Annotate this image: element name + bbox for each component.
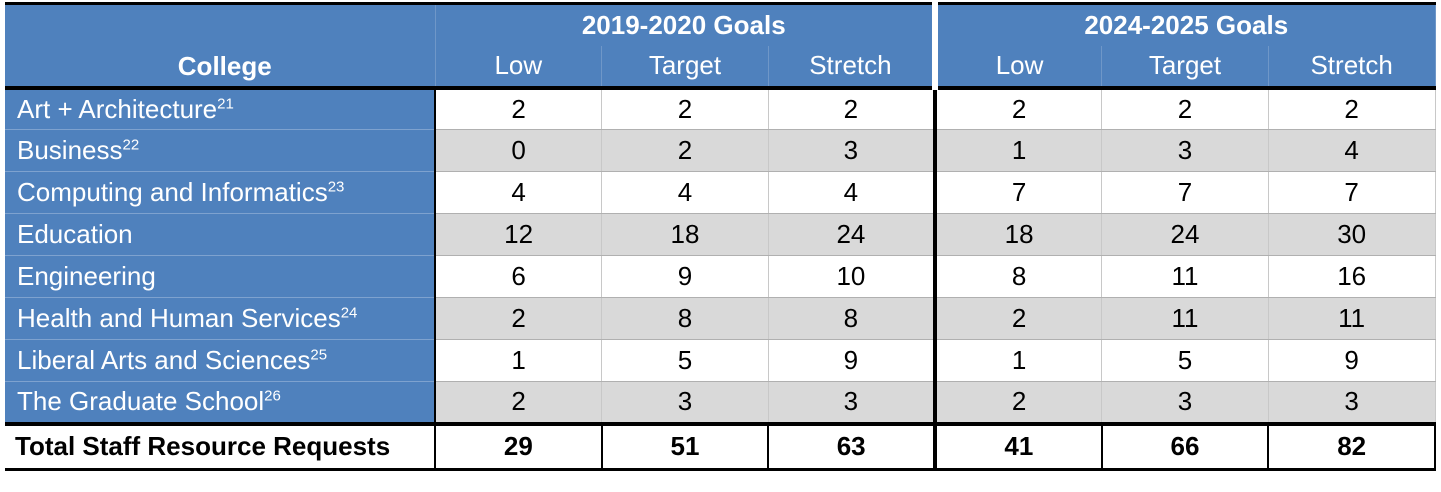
college-name-cell xyxy=(5,298,435,340)
college-name: Liberal Arts and Sciences xyxy=(17,345,311,375)
college-column-header: College xyxy=(5,4,435,88)
college-name-cell xyxy=(5,172,435,214)
value-cell: 8 xyxy=(602,298,769,340)
value-cell: 9 xyxy=(1268,340,1435,382)
value-cell: 18 xyxy=(602,214,769,256)
value-cell: 24 xyxy=(768,214,935,256)
table-row xyxy=(5,298,1435,340)
college-name: Computing and Informatics xyxy=(17,177,328,207)
value-cell: 11 xyxy=(1268,298,1435,340)
value-cell: 5 xyxy=(1102,340,1269,382)
total-cell: 29 xyxy=(435,424,602,470)
college-name-cell xyxy=(5,88,435,130)
college-name: Education xyxy=(17,219,133,249)
sub-header-target: Target xyxy=(1102,46,1269,88)
footnote-marker: 24 xyxy=(340,304,358,322)
college-name-cell xyxy=(5,382,435,424)
footnote-marker: 23 xyxy=(327,178,345,196)
value-cell: 2 xyxy=(435,88,602,130)
sub-header-stretch: Stretch xyxy=(768,46,935,88)
value-cell: 11 xyxy=(1102,256,1269,298)
college-name-cell xyxy=(5,256,435,298)
college-name: The Graduate School xyxy=(17,386,265,417)
goals-table-container xyxy=(5,2,1435,471)
value-cell: 2 xyxy=(935,298,1102,340)
value-cell: 9 xyxy=(602,256,769,298)
total-cell: 41 xyxy=(935,424,1102,470)
total-label: Total Staff Resource Requests xyxy=(5,424,435,470)
value-cell: 2 xyxy=(435,382,602,424)
value-cell: 4 xyxy=(435,172,602,214)
value-cell: 2 xyxy=(1102,88,1269,130)
value-cell: 24 xyxy=(1102,214,1269,256)
value-cell: 2 xyxy=(602,130,769,172)
group-header-2019-2020: 2019-2020 Goals xyxy=(435,4,935,46)
table-header xyxy=(5,4,1435,88)
college-name-cell xyxy=(5,340,435,382)
value-cell: 9 xyxy=(768,340,935,382)
total-cell: 66 xyxy=(1102,424,1269,470)
group-header-2024-2025: 2024-2025 Goals xyxy=(935,4,1435,46)
value-cell: 1 xyxy=(935,340,1102,382)
value-cell: 2 xyxy=(602,88,769,130)
value-cell: 18 xyxy=(935,214,1102,256)
value-cell: 2 xyxy=(768,88,935,130)
footnote-marker: 26 xyxy=(264,387,281,405)
college-name-cell xyxy=(5,214,435,256)
value-cell: 0 xyxy=(435,130,602,172)
value-cell: 1 xyxy=(435,340,602,382)
value-cell: 3 xyxy=(1268,382,1435,424)
sub-header-stretch: Stretch xyxy=(1268,46,1435,88)
value-cell: 12 xyxy=(435,214,602,256)
value-cell: 7 xyxy=(935,172,1102,214)
value-cell: 3 xyxy=(602,382,769,424)
college-name: Health and Human Services xyxy=(17,303,341,333)
sub-header-low: Low xyxy=(435,46,602,88)
value-cell: 7 xyxy=(1268,172,1435,214)
value-cell: 10 xyxy=(768,256,935,298)
table-row xyxy=(5,130,1435,172)
value-cell: 3 xyxy=(1102,130,1269,172)
total-row xyxy=(5,424,1435,470)
value-cell: 7 xyxy=(1102,172,1269,214)
value-cell: 2 xyxy=(435,298,602,340)
total-cell: 51 xyxy=(602,424,769,470)
table-body xyxy=(5,88,1435,424)
value-cell: 5 xyxy=(602,340,769,382)
value-cell: 4 xyxy=(1268,130,1435,172)
value-cell: 3 xyxy=(768,382,935,424)
table-row xyxy=(5,382,1435,424)
value-cell: 2 xyxy=(1268,88,1435,130)
value-cell: 4 xyxy=(602,172,769,214)
staff-resource-goals-table xyxy=(5,2,1436,471)
value-cell: 6 xyxy=(435,256,602,298)
total-row-group xyxy=(5,424,1435,470)
value-cell: 1 xyxy=(935,130,1102,172)
total-cell: 63 xyxy=(768,424,935,470)
value-cell: 8 xyxy=(768,298,935,340)
table-row xyxy=(5,172,1435,214)
footnote-marker: 22 xyxy=(122,136,140,154)
value-cell: 16 xyxy=(1268,256,1435,298)
sub-header-low: Low xyxy=(935,46,1102,88)
value-cell: 2 xyxy=(935,88,1102,130)
footnote-marker: 21 xyxy=(217,95,234,113)
table-row xyxy=(5,88,1435,130)
college-name: Engineering xyxy=(17,261,156,291)
college-name: Business xyxy=(17,135,123,165)
value-cell: 2 xyxy=(935,382,1102,424)
value-cell: 4 xyxy=(768,172,935,214)
value-cell: 3 xyxy=(1102,382,1269,424)
sub-header-target: Target xyxy=(602,46,769,88)
total-cell: 82 xyxy=(1268,424,1435,470)
table-row xyxy=(5,256,1435,298)
college-name: Art + Architecture xyxy=(17,93,218,124)
table-row xyxy=(5,340,1435,382)
table-row xyxy=(5,214,1435,256)
college-name-cell xyxy=(5,130,435,172)
value-cell: 30 xyxy=(1268,214,1435,256)
footnote-marker: 25 xyxy=(310,346,328,364)
value-cell: 11 xyxy=(1102,298,1269,340)
value-cell: 8 xyxy=(935,256,1102,298)
value-cell: 3 xyxy=(768,130,935,172)
